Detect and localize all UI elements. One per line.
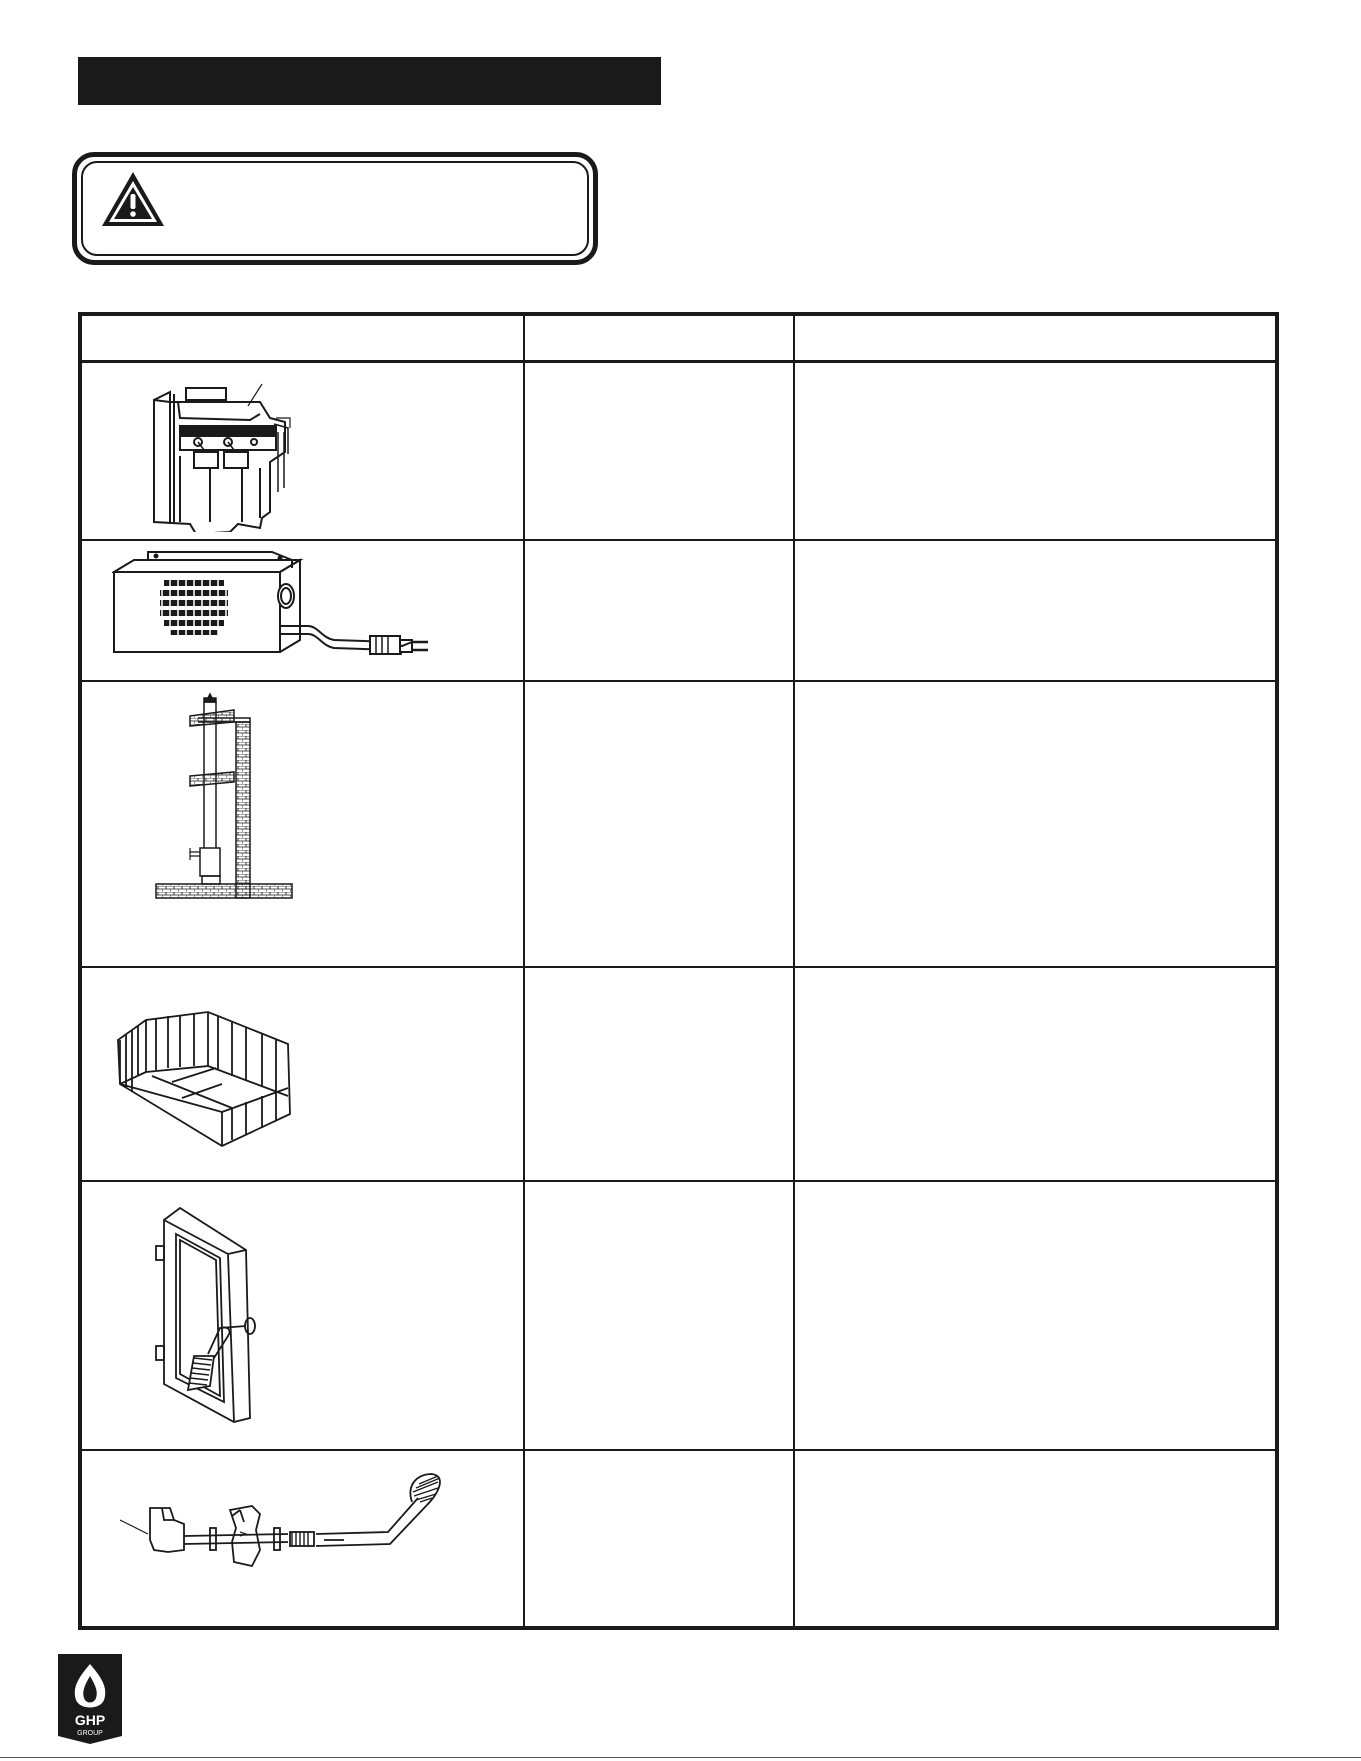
row-divider <box>82 539 1275 541</box>
door-assembly-illustration <box>154 1206 294 1426</box>
logo-text: GHP <box>74 1712 106 1728</box>
warning-callout <box>72 152 598 265</box>
firebrick-liner-illustration <box>112 988 302 1148</box>
row-divider <box>82 966 1275 968</box>
warning-triangle-icon <box>99 169 167 229</box>
accessories-table <box>78 312 1279 1630</box>
column-divider <box>523 316 525 1626</box>
header-row-divider <box>82 360 1275 363</box>
ghp-group-logo <box>58 1654 122 1744</box>
row-divider <box>82 1180 1275 1182</box>
door-handle-kit-illustration <box>120 1470 480 1630</box>
column-divider <box>793 316 795 1626</box>
blower-kit-illustration <box>112 550 472 674</box>
row-divider <box>82 1449 1275 1451</box>
bottom-rule <box>0 1757 1361 1758</box>
row-divider <box>82 680 1275 682</box>
burner-assembly-illustration <box>150 372 320 532</box>
logo-subtext: GROUP <box>77 1730 103 1737</box>
section-title-bar <box>78 57 661 105</box>
chimney-venting-illustration <box>154 688 294 928</box>
